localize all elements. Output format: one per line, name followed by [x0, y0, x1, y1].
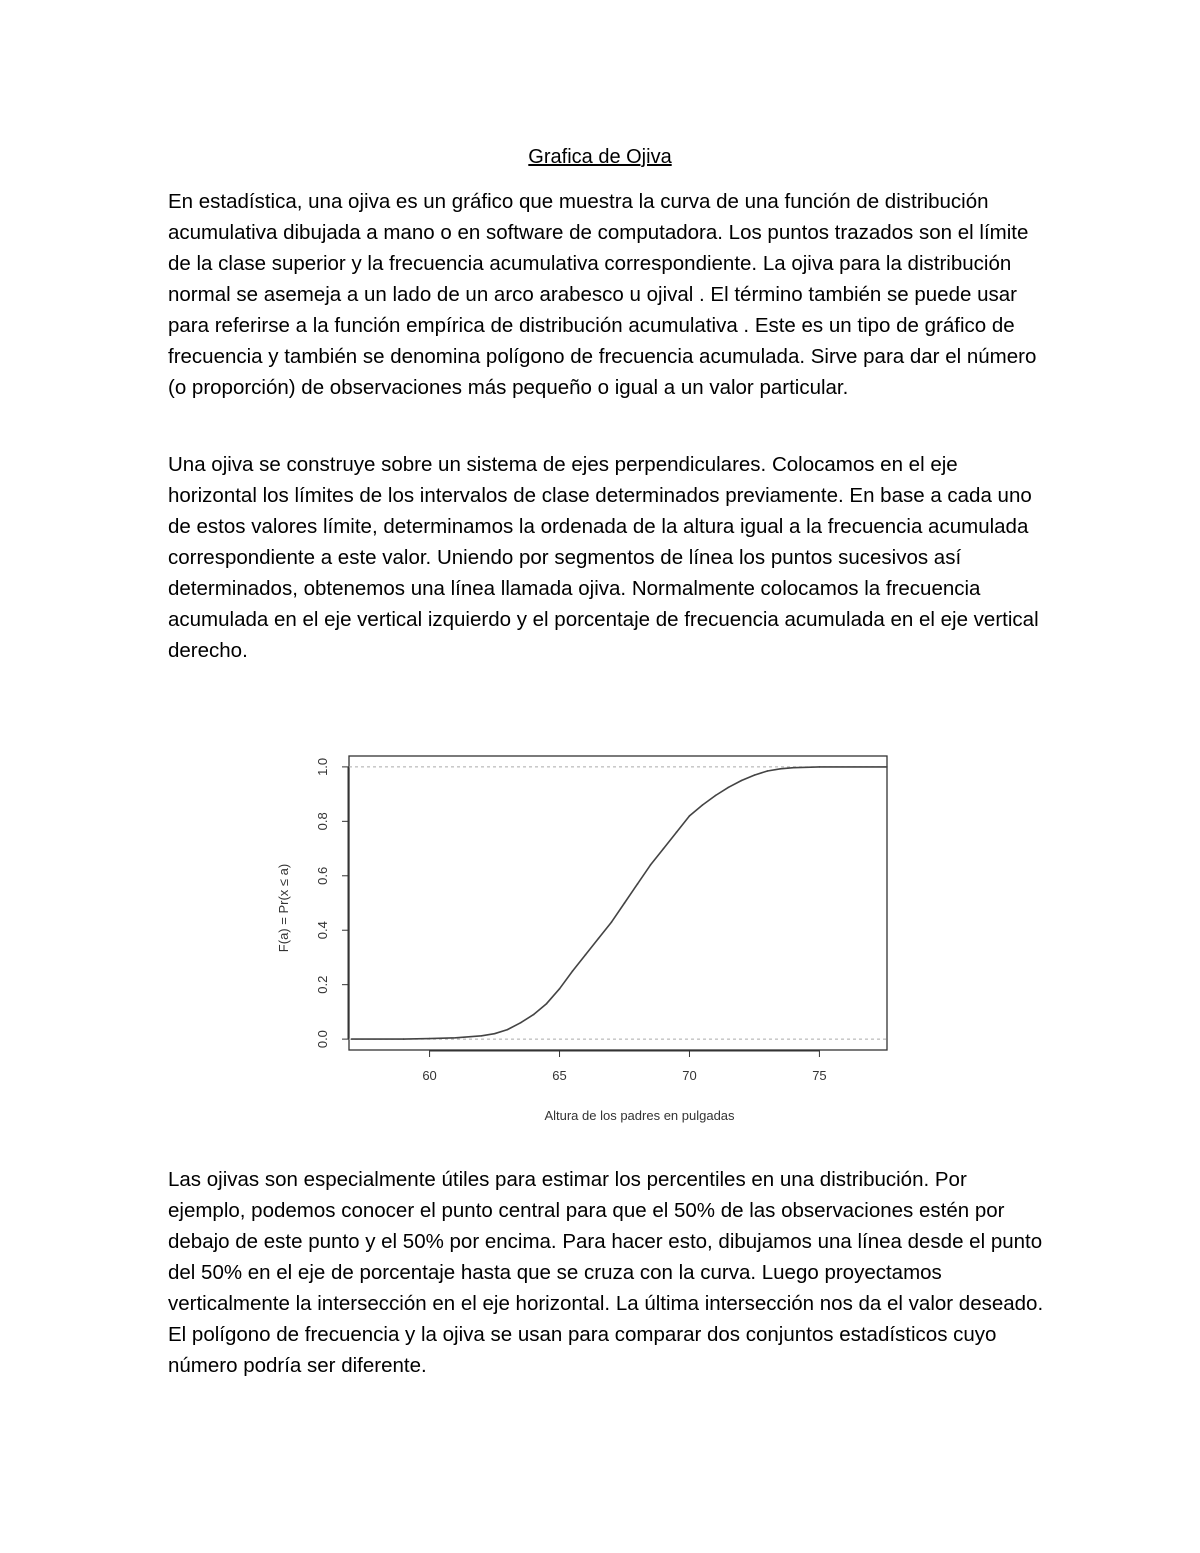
- data-point: [780, 768, 782, 770]
- data-point: [637, 883, 639, 885]
- data-point: [728, 787, 730, 789]
- data-point: [572, 970, 574, 972]
- data-point: [403, 1038, 405, 1040]
- data-point: [650, 864, 652, 866]
- data-point: [559, 988, 561, 990]
- x-tick-label: 65: [552, 1068, 567, 1083]
- data-point: [598, 938, 600, 940]
- data-point: [819, 766, 821, 768]
- x-tick-label: 70: [682, 1068, 697, 1083]
- x-tick-label: 60: [422, 1068, 437, 1083]
- data-point: [507, 1029, 509, 1031]
- data-point: [754, 774, 756, 776]
- data-point: [689, 815, 691, 817]
- y-tick-label: 0.8: [315, 812, 330, 831]
- data-point: [611, 921, 613, 923]
- ogive-chart: [262, 740, 912, 1140]
- data-point: [585, 954, 587, 956]
- series-line-0: [352, 767, 887, 1039]
- data-point: [624, 902, 626, 904]
- data-point: [533, 1014, 535, 1016]
- data-point: [351, 1038, 353, 1040]
- paragraph-percentiles: Las ojivas son especialmente útiles para estimar los percentiles en una distribución. Por ejemplo, podemos conocer el punto central para que el 50% de las observaciones estén por debajo de este punto y el 50% por encima. Para hacer esto, dibujamos una línea desde el punto del 50% en el eje de porcentaje hasta que se cruza con la curva. Luego proyectamos verticalmente la intersección en el eje horizontal. La última intersección nos da el valor deseado. El polígono de frecuencia y la ojiva se usan para comparar dos conjuntos estadísticos cuyo número podría ser diferente.: [168, 1168, 1044, 1377]
- data-point: [663, 848, 665, 850]
- y-tick-label: 0.2: [315, 975, 330, 994]
- data-point: [793, 767, 795, 769]
- y-tick-label: 0.0: [315, 1030, 330, 1049]
- data-point: [520, 1022, 522, 1024]
- data-point: [494, 1033, 496, 1035]
- data-point: [741, 780, 743, 782]
- y-tick-label: 1.0: [315, 757, 330, 776]
- y-tick-label: 0.6: [315, 866, 330, 885]
- paragraph-definition: En estadística, una ojiva es un gráfico que muestra la curva de una función de distribución acumulativa dibujada a mano o en software de computadora. Los puntos trazados son el límite de la clase superior y la frecuencia acumulativa correspondiente. La ojiva para la distribución normal se asemeja a un lado de un arco arabesco u ojival . El término también se puede usar para referirse a la función empírica de distribución acumulativa . Este es un tipo de gráfico de frecuencia y también se denomina polígono de frecuencia acumulada. Sirve para dar el número (o proporción) de observaciones más pequeño o igual a un valor particular.: [168, 190, 1037, 399]
- y-axis-title: F(a) = Pr(x ≤ a): [276, 863, 291, 953]
- paragraph-construction: Una ojiva se construye sobre un sistema de ejes perpendiculares. Colocamos en el eje horizontal los límites de los intervalos de clase determinados previamente. En base a cada uno de estos valores límite, determinamos la ordenada de la altura igual a la frecuencia acumulada correspondiente a este valor. Uniendo por segmentos de línea los puntos sucesivos así determinados, obtenemos una línea llamada ojiva. Normalmente colocamos la frecuencia acumulada en el eje vertical izquierdo y el porcentaje de frecuencia acumulada en el eje vertical derecho.: [168, 453, 1039, 662]
- data-point: [702, 804, 704, 806]
- data-point: [767, 770, 769, 772]
- data-point: [886, 766, 888, 768]
- data-point: [546, 1003, 548, 1005]
- data-point: [715, 795, 717, 797]
- y-tick-label: 0.4: [315, 921, 330, 940]
- document-title: Grafica de Ojiva: [528, 146, 672, 168]
- x-axis-title: Altura de los padres en pulgadas: [544, 1108, 735, 1123]
- ogive-chart-svg: [262, 740, 912, 1140]
- plot-frame: [349, 756, 887, 1050]
- data-point: [429, 1038, 431, 1040]
- data-point: [455, 1037, 457, 1039]
- data-point: [481, 1035, 483, 1037]
- data-point: [676, 831, 678, 833]
- x-tick-label: 75: [812, 1068, 827, 1083]
